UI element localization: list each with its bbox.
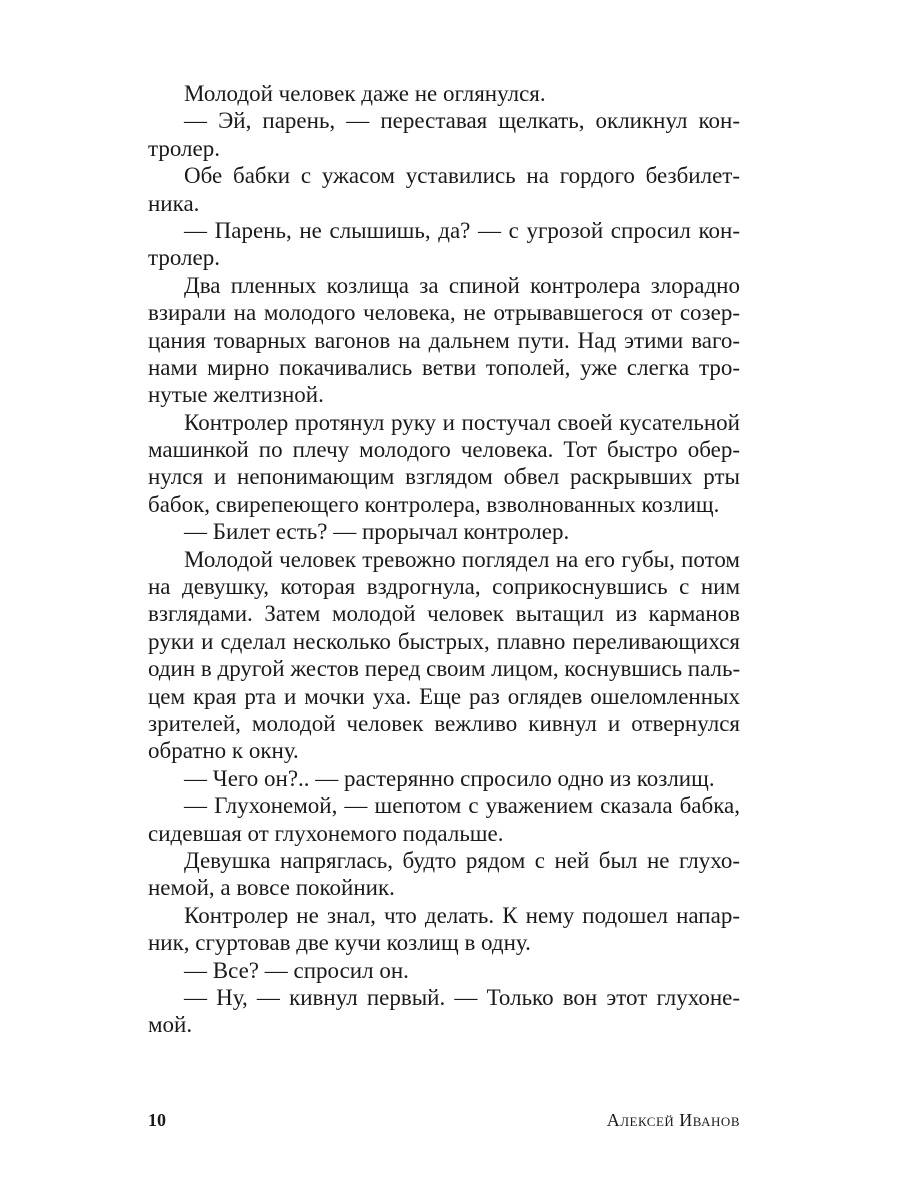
text-line: ник, сгуртовав две кучи козлищ в одну. — [148, 930, 531, 956]
text-line: Молодой человек даже не оглянулся. — [184, 81, 546, 106]
text-line: Два пленных козлища за спиной контролера злорадно — [184, 272, 740, 298]
text-line: Девушка напряглась, будто рядом с ней был не глухо- — [184, 847, 740, 873]
text-line: цания товарных вагонов на дальнем пути. Над этими ваго- — [148, 327, 740, 353]
text-line: нулся и непонимающим взглядом обвел раскрывших рты — [148, 464, 740, 490]
text-line: цем края рта и мочки уха. Еще раз оглядев ошеломленных — [148, 683, 740, 709]
text-line: тролер. — [148, 245, 220, 271]
text-line: машинкой по плечу молодого человека. Тот быстро обер- — [148, 437, 740, 463]
text-line: на девушку, которая вздрогнула, соприкоснувшись с ним — [148, 574, 740, 600]
text-line: один в другой жестов перед своим лицом, коснувшись паль- — [148, 656, 740, 682]
text-line: — Эй, парень, — переставая щелкать, окликнул кон- — [184, 108, 740, 134]
text-line: руки и сделал несколько быстрых, плавно переливающихся — [148, 628, 740, 654]
text-line: бабок, свирепеющего контролера, взволнованных козлищ. — [148, 491, 720, 517]
text-line: — Все? — спросил он. — [184, 957, 409, 983]
text-line: Контролер протянул руку и постучал своей кусательной — [184, 409, 740, 435]
text-line: — Парень, не слышишь, да? — с угрозой спросил кон- — [184, 217, 740, 243]
page-body — [148, 80, 740, 1039]
text-line: нами мирно покачивались ветви тополей, уже слегка тро- — [148, 354, 740, 380]
text-line: — Ну, — кивнул первый. — Только вон этот глухоне- — [184, 984, 740, 1010]
text-line: сидевшая от глухонемого подальше. — [148, 820, 504, 846]
text-line: зрителей, молодой человек вежливо кивнул и отвернулся — [148, 710, 740, 736]
text-line: обратно к окну. — [148, 738, 299, 764]
text-line: Контролер не знал, что делать. К нему подошел напар- — [184, 902, 740, 928]
page-footer — [148, 1110, 740, 1140]
text-line: немой, а вовсе покойник. — [148, 875, 395, 901]
text-line: — Чего он?.. — растерянно спросило одно из козлищ. — [184, 765, 715, 791]
text-line: Молодой человек тревожно поглядел на его губы, потом — [184, 546, 740, 572]
text-line: взирали на молодого человека, не отрывавшегося от созер- — [148, 300, 740, 326]
text-line: ника. — [148, 190, 200, 216]
text-line: — Глухонемой, — шепотом с уважением сказала бабка, — [184, 793, 740, 819]
text-line: взглядами. Затем молодой человек вытащил из карманов — [148, 601, 740, 627]
page-number: 10 — [148, 1110, 166, 1130]
text-line: нутые желтизной. — [148, 382, 324, 408]
text-line: мой. — [148, 1012, 193, 1038]
text-line: тролер. — [148, 135, 220, 161]
text-line: Обе бабки с ужасом уставились на гордого безбилет- — [184, 163, 740, 189]
text-line: — Билет есть? — прорычал контролер. — [184, 519, 570, 545]
running-footer-author: Алексей Иванов — [606, 1110, 740, 1130]
